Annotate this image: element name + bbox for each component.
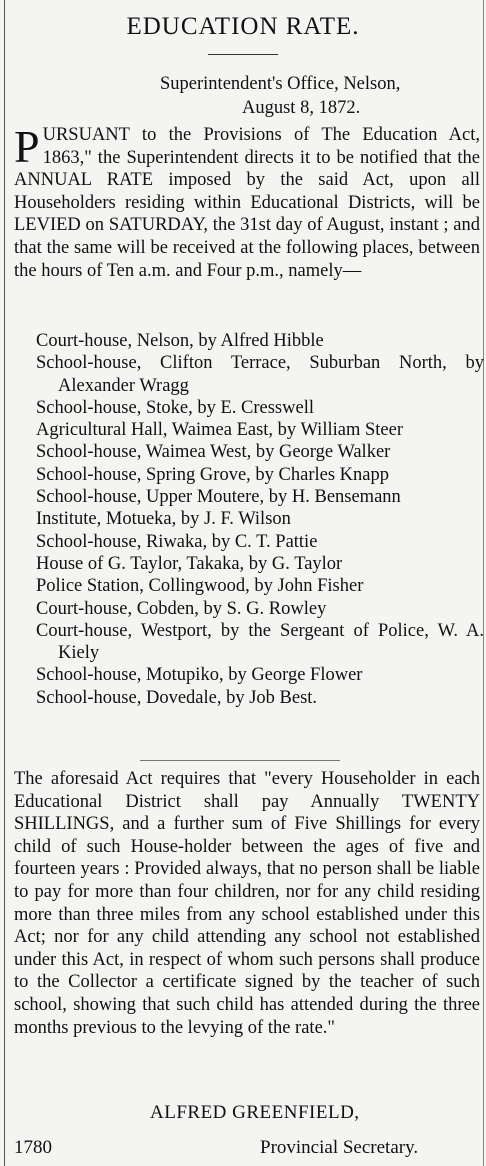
list-item: School-house, Clifton Terrace, Suburban North, by Alexander Wragg — [36, 353, 484, 396]
column-rule-left — [4, 0, 5, 1166]
signatory-title: Provincial Secretary. — [260, 1137, 419, 1158]
office-date: August 8, 1872. — [242, 98, 361, 118]
list-item: Agricultural Hall, Waimea East, by William Steer — [36, 420, 403, 441]
notice-paragraph — [14, 121, 480, 282]
section-divider — [140, 760, 340, 761]
collection-places-list — [36, 330, 484, 709]
title-divider — [208, 54, 278, 55]
list-item: School-house, Dovedale, by Job Best. — [36, 687, 318, 708]
act-quote-paragraph: The aforesaid Act requires that "every Householder in each Educational District shall pay Annually TWENTY SHILLINGS, and a further sum of Five Shillings for every child of such House-holder between the ages of five and fourteen years : Provided always, that no person shall be liable to pay for more than four children, nor for any child residing more than three miles from any school established under this Act; nor for any child attending any school not established under this Act, in respect of whom such persons shall produce to the Collector a certificate signed by the teacher of such school, showing that such child has attended during the three months previous to the levying of the rate." — [14, 769, 480, 1038]
notice-number: 1780 — [14, 1137, 52, 1158]
office-dateline — [160, 72, 480, 120]
list-item: Court-house, Cobden, by S. G. Rowley — [36, 598, 327, 619]
drop-cap: P — [14, 121, 40, 172]
list-item: School-house, Stoke, by E. Cresswell — [36, 397, 314, 418]
notice-text: URSUANT to the Provisions of The Education Act, 1863," the Superintendent directs it to be notified that the ANNUAL RATE imposed by the said Act, upon all Householders residing within Educational Districts, will be LEVIED on SATURDAY, the 31st day of August, instant ; and that the same will be received at the following places, between the hours of Ten a.m. and Four p.m., namely— — [14, 125, 480, 281]
list-item: Court-house, Nelson, by Alfred Hibble — [36, 331, 324, 351]
list-item: School-house, Spring Grove, by Charles Knapp — [36, 464, 389, 485]
list-item: Court-house, Westport, by the Sergeant of Police, W. A. Kiely — [36, 620, 484, 664]
list-item: School-house, Waimea West, by George Walker — [36, 442, 391, 463]
list-item: Police Station, Collingwood, by John Fisher — [36, 576, 364, 597]
office-location: Superintendent's Office, Nelson, — [160, 74, 401, 94]
notice-title: EDUCATION RATE. — [126, 13, 360, 40]
signatory-name: ALFRED GREENFIELD, — [150, 1102, 360, 1123]
list-item: School-house, Riwaka, by C. T. Pattie — [36, 531, 318, 552]
list-item: House of G. Taylor, Takaka, by G. Taylor — [36, 553, 343, 574]
list-item: School-house, Motupiko, by George Flower — [36, 665, 363, 686]
list-item: Institute, Motueka, by J. F. Wilson — [36, 509, 291, 530]
list-item: School-house, Upper Moutere, by H. Bensemann — [36, 487, 401, 508]
